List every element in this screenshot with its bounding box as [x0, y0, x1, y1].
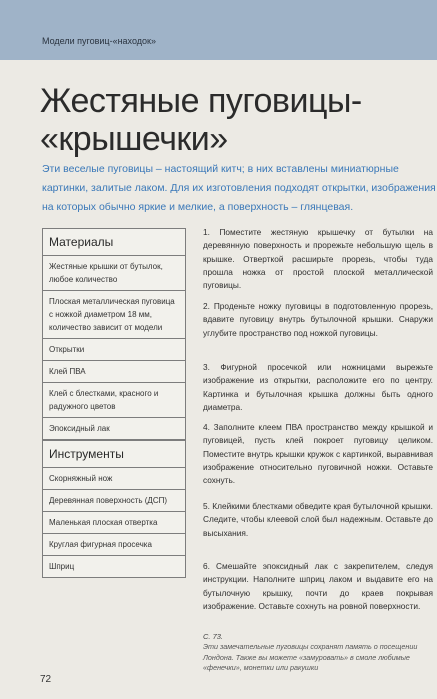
materials-item: Открытки: [43, 339, 185, 361]
materials-item: Эпоксидный лак: [43, 418, 185, 440]
materials-item: Клей с блестками, красного и радужного цветов: [43, 383, 185, 418]
materials-item: Клей ПВА: [43, 361, 185, 383]
step-3: 3. Фигурной просечкой или ножницами вырежьте изображение из открытки, расположите его по центру. Картинка и бутылочная крышка должны быть одного диаметра.: [203, 362, 433, 412]
intro-paragraph: Эти веселые пуговицы – настоящий китч; в них вставлены миниатюрные картинки, залитые лаком. Для их изготовления подходят открытки, изображения на которых обычно яркие и мелкие, а поверхность – глянцевая.: [42, 163, 436, 213]
step-2: 2. Проденьте ножку пуговицы в подготовленную прорезь, вдавите пуговицу внутрь бутылочной крышки. Снаружи углубите пространство под ножкой пуговицы.: [203, 301, 433, 338]
tools-item: Шприц: [49, 562, 75, 571]
tools-heading: Инструменты: [43, 440, 185, 468]
title-line-1: Жестяные пуговицы-: [40, 82, 362, 120]
materials-heading: Материалы: [43, 229, 185, 256]
materials-box: [42, 228, 186, 578]
tools-item: Круглая фигурная просечка: [43, 534, 185, 556]
tools-item: Маленькая плоская отвертка: [43, 512, 185, 534]
materials-item: Плоская металлическая пуговица с ножкой диаметром 18 мм, количество зависит от модели: [43, 291, 185, 339]
page-number: 72: [40, 674, 52, 685]
page-title: [40, 82, 430, 158]
title-line-2: «крышечки»: [40, 120, 228, 158]
tools-item: Деревянная поверхность (ДСП): [43, 490, 185, 512]
materials-item: Жестяные крышки от бутылок, любое количество: [43, 256, 185, 291]
header-band: [0, 0, 437, 60]
caption-text: Эти замечательные пуговицы сохранят память о посещении Лондона. Также вы можете «замуровать» в смоле любимые «фенечки», монетки или ракушки: [203, 642, 418, 672]
step-6: 6. Смешайте эпоксидный лак с закрепителем, следуя инструкции. Наполните шприц лаком и выдавите его на бутылочную крышку, почти до краев покрывая изображение. Оставьте сохнуть на ровной поверхности.: [203, 561, 433, 611]
tools-item: Скорняжный нож: [43, 468, 185, 490]
caption-label: С. 73.: [203, 632, 224, 641]
running-header: Модели пуговиц-«находок»: [42, 36, 156, 46]
step-1: 1. Поместите жестяную крышечку от бутылки на деревянную поверхность и прорежьте небольшую щель в крышке. Отверткой расширьте прорезь, чтобы туда прошла ножка от простой плоской металлической пуговицы.: [203, 227, 433, 291]
step-5: 5. Клейкими блестками обведите края бутылочной крышки. Следите, чтобы клеевой слой был надежным. Оставьте до высыхания.: [203, 501, 433, 538]
step-4: 4. Заполните клеем ПВА пространство между крышкой и пуговицей, пусть клей покроет пуговицу целиком. Поместите внутрь крышки кружок с картинкой, выравнивая изображение относительно пуговичной ножки. Оставьте сохнуть.: [203, 422, 433, 486]
